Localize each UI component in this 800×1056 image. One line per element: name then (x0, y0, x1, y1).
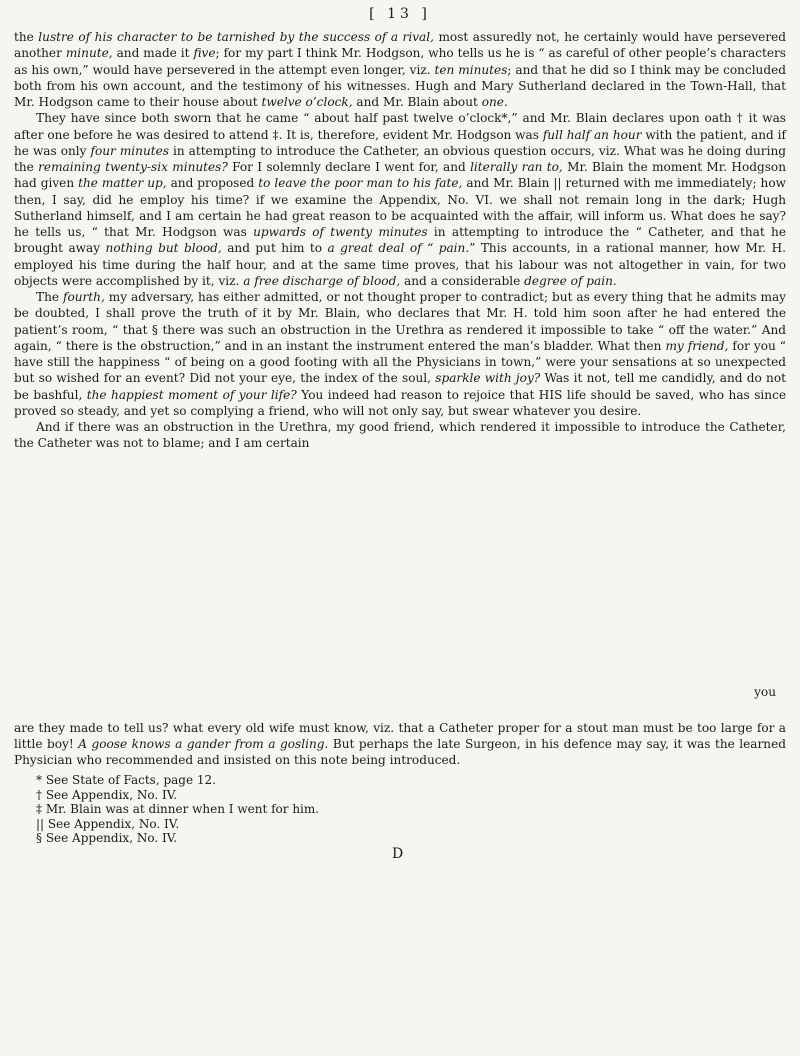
text-run: in attempting to introduce the Catheter, an obvious question occurs, viz. What was he doing during the (14, 143, 786, 174)
text-run: and a considerable (400, 273, 525, 288)
footnote: * See State of Facts, page 12. (36, 773, 216, 787)
italic-text: lustre of his character to be tarnished by the success of a rival, (38, 30, 434, 44)
paragraph (14, 289, 786, 419)
text-run: Was it not, tell me candidly, and do not be bashful, (14, 371, 786, 402)
text-run: for you “ have still the happiness “ of being on a good footing with all the Physicians in town,” were your sensations at so unexpected but so wished for an event? Did not your eye, the index of the soul, (14, 338, 786, 386)
text-run: ” This accounts, in a rational manner, how Mr. H. employed his time during the half hour, and at the same time proves, that his labour was not altogether in vain, for two objects were accomplished by it, viz. (14, 241, 786, 288)
italic-text: to leave the poor man to his fate, (258, 176, 463, 191)
page-number: [ 13 ] (369, 6, 431, 22)
italic-text: twelve o’clock, (261, 95, 353, 109)
footnotes (36, 773, 736, 846)
footnote: ‡ Mr. Blain was at dinner when I went for him. (36, 802, 320, 817)
text-run: are they made to tell us? what every old wife must know, viz. that a Catheter proper for a stout man must be too large for a little boy! (14, 721, 786, 752)
main-text (14, 29, 786, 452)
lower-paragraph (14, 720, 786, 768)
text-run: and Mr. Blain || returned with me immediately; how then, I say, did he employ his time? if we examine the Appendix, No. VI. we shall not remain long in the dark; Hugh Sutherland himself, and I am certain he had great reason to be acquainted with the affair, will inform us. What does he say? he tells us, “ that Mr. Hodgson was (14, 176, 786, 239)
italic-text: ten minutes (434, 62, 508, 77)
paragraph (14, 419, 786, 452)
catchword: you (754, 685, 776, 699)
italic-text: my friend, (665, 338, 729, 353)
text-run: For I solemnly declare I went for, and (227, 160, 471, 174)
paragraph (14, 29, 786, 110)
text-run: the (14, 30, 39, 44)
text-run: and Mr. Blain about (352, 95, 482, 109)
italic-text: a great deal of “ pain. (327, 241, 470, 256)
italic-text: literally ran to, (470, 160, 563, 174)
italic-text: nothing but blood, (105, 241, 222, 256)
italic-text: the matter up, (78, 176, 167, 191)
text-run: But perhaps the late Surgeon, in his defence may say, it was the learned Physician who recommended and insisted on this note being introduced. (14, 737, 786, 768)
text-run: most assuredly not, he certainly would have persevered another (14, 30, 786, 61)
italic-text: A goose knows a gander from a gosling. (78, 737, 329, 752)
italic-text: fourth, (62, 290, 105, 304)
text-run: And if there was an obstruction in the Urethra, my good friend, which rendered it impossible to introduce the Catheter, the Catheter was not to blame; and I am certain (14, 420, 786, 451)
text-run: and put him to (221, 241, 328, 256)
italic-text: the happiest moment of your life? (86, 387, 297, 402)
text-run: Mr. Blain the moment Mr. Hodgson had given (14, 160, 786, 191)
text-run: and proposed (166, 176, 259, 191)
text-run: You indeed had reason to rejoice that HIS life should be saved, who has since proved so steady, and yet so complying a friend, who will not only say, but swear whatever you desire. (14, 387, 786, 418)
text-run: The (36, 290, 63, 304)
text-run: in attempting to introduce the “ Catheter, and that he brought away (14, 225, 786, 256)
signature-mark: D (392, 846, 406, 862)
text-run: They have since both sworn that he came “ about half past twelve o’clock*,” and Mr. Blain declares upon oath † it was after one before he was desired to attend ‡. It is, therefore, evident Mr. Hodgson was (14, 111, 786, 142)
text-run: and made it (112, 46, 194, 61)
lower-text (14, 720, 786, 768)
text-run: my adversary, has either admitted, or not thought proper to contradict; but as every thing that he admits may be doubted, I shall prove the truth of it by Mr. Blain, who declares that Mr. H. told him soon after he had entered the patient’s room, “ that § there was such an obstruction in the Urethra as rendered it impossible to take “ off the water.” And again, “ there is the obstruction,” and in an instant the instrument entered the man’s bladder. What then (14, 290, 786, 353)
text-run: ; for my part I think Mr. Hodgson, who tells us he is “ as careful of other people’s characters as his own,” would have persevered in the attempt even longer, viz. (14, 46, 786, 77)
italic-text: five (193, 46, 216, 61)
italic-text: sparkle with joy? (435, 371, 541, 386)
text-run: ; and that he did so I think may be concluded both from his own account, and the testimony of his witnesses. Hugh and Mary Sutherland declared in the Town-Hall, that Mr. Hodgson came to their house about (14, 62, 786, 109)
paragraph (14, 110, 786, 289)
italic-text: minute, (65, 46, 113, 61)
footnote: † See Appendix, No. IV. (36, 787, 178, 802)
italic-text: four minutes (90, 143, 169, 158)
italic-text: a free discharge of blood, (243, 273, 401, 288)
italic-text: degree of pain. (524, 273, 617, 288)
italic-text: one. (481, 95, 508, 109)
text-run: with the patient, and if he was only (14, 127, 787, 158)
footnote: § See Appendix, No. IV. (36, 831, 178, 846)
footnote: || See Appendix, No. IV. (36, 816, 180, 831)
italic-text: upwards of twenty minutes (253, 225, 428, 239)
italic-text: remaining twenty-six minutes? (38, 160, 228, 174)
italic-text: full half an hour (542, 127, 642, 142)
